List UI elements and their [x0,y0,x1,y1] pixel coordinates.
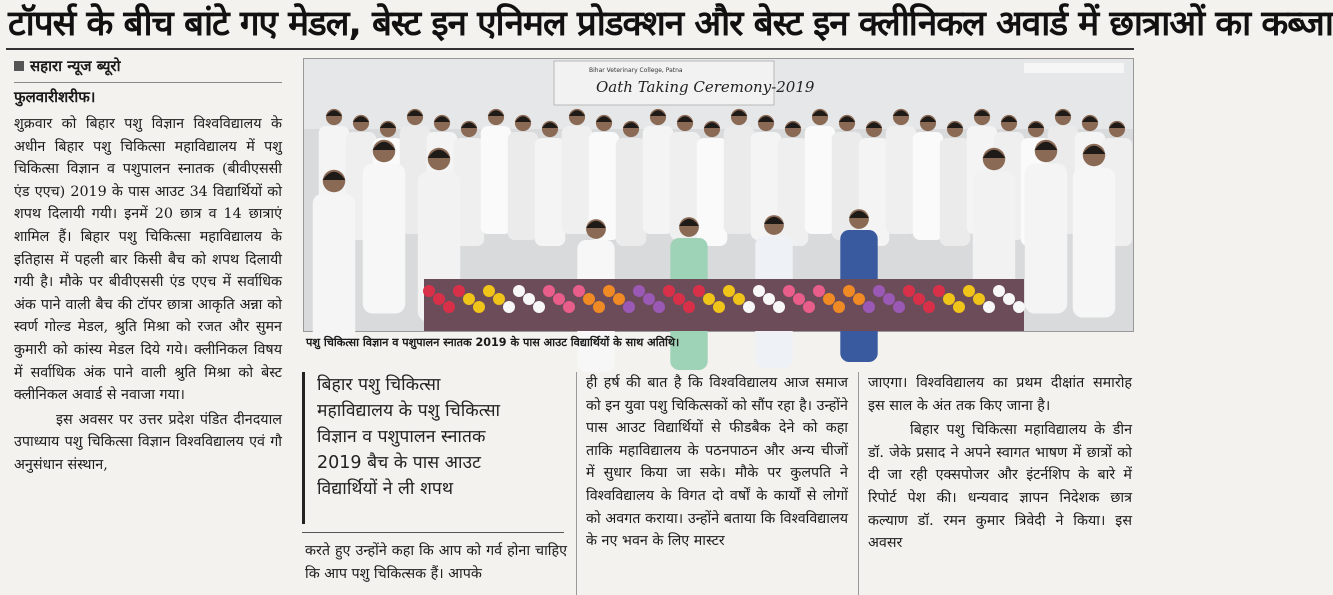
article-column-3 [586,372,848,553]
photo-flower [793,293,805,305]
photo-person-body [886,126,917,234]
photo-flower [623,301,635,313]
group-photo-illustration [304,59,1133,331]
photo-flower [633,285,645,297]
pull-quote-line: 2019 बैच के पास आउट [317,453,481,473]
paragraph: इस अवसर पर उत्तर प्रदेश पंडित दीनदयाल उपाध्याय पशु चिकित्सा विज्ञान विश्वविद्यालय एवं गौ अनुसंधान संस्थान, [14,411,282,473]
photo-flower [433,293,445,305]
byline-square-icon [14,61,24,71]
photo-person-body [940,138,971,246]
photo-flower [883,293,895,305]
article-column-4 [868,372,1132,555]
paragraph: जाएगा। विश्वविद्यालय का प्रथम दीक्षांत समारोह इस साल के अंत तक किए जाना है। [868,375,1132,414]
photo-person-body [363,164,406,314]
photo-person-body [1073,168,1116,318]
photo-flower [473,301,485,313]
photo-flower [523,293,535,305]
byline-text: सहारा न्यूज ब्यूरो [30,57,121,75]
photo-flower [743,301,755,313]
photo-person-body [313,194,356,344]
photo-person-body [616,138,647,246]
photo-flower [553,293,565,305]
photo-flower [763,293,775,305]
photo-flower [813,285,825,297]
photo-flower [983,301,995,313]
photo-flower [973,293,985,305]
photo-flower [733,293,745,305]
photo-flower [663,285,675,297]
photo-flower [903,285,915,297]
photo-person-body [1025,164,1068,314]
photo-flower [703,293,715,305]
photo-flower [803,301,815,313]
photo-flower [963,285,975,297]
photo-flower [643,293,655,305]
byline [14,56,282,76]
photo-flower [503,301,515,313]
photo-caption: पशु चिकित्सा विज्ञान व पशुपालन स्नातक 2019 के पास आउट विद्यार्थियों के साथ अतिथि। [306,336,680,349]
photo-person-body [535,138,566,246]
photo-person-body [913,132,944,240]
photo-flower [823,293,835,305]
photo-flower [463,293,475,305]
pull-quote-line: विज्ञान व पशुपालन स्नातक [317,427,486,447]
pull-quote-line: विद्यार्थियों ने ली शपथ [317,479,454,499]
photo-flower [493,293,505,305]
photo-flower [1013,301,1025,313]
dateline: फुलवारीशरीफ। [14,88,96,106]
photo-person-body [508,132,539,240]
photo-flower [573,285,585,297]
paragraph: ही हर्ष की बात है कि विश्वविद्यालय आज समाज को इन युवा पशु चिकित्सकों को सौंप रहा है। उन्होंने पास आउट विद्यार्थियों से फीडबैक देने को कहा ताकि महाविद्यालय के पठनपाठन और अन्य चीजों में सुधार किया जा सके। मौके पर कुलपति ने विश्वविद्यालय के विगत दो वर्षों के कार्यों से लोगों को अवगत कराया। उन्होंने बताया कि विश्वविद्यालय के नए भवन के लिए मास्टर [586,375,848,550]
photo-flower [713,301,725,313]
photo-person-body [481,126,512,234]
photo-flower [443,301,455,313]
photo-flower [1003,293,1015,305]
article-column-1 [14,56,282,477]
photo-flower [853,293,865,305]
photo-flower [783,285,795,297]
headline-rule [6,48,1134,50]
photo-person-body [859,138,890,246]
photo-flower [873,285,885,297]
pull-quote [302,372,564,524]
photo-flower [563,301,575,313]
photo-person-body [805,126,836,234]
news-photo [303,58,1134,332]
photo-flower [913,293,925,305]
photo-flower [943,293,955,305]
photo-flower [843,285,855,297]
photo-flower [533,301,545,313]
paragraph: करते हुए उन्होंने कहा कि आप को गर्व होना चाहिए कि आप पशु चिकित्सक हैं। आपके [305,543,567,582]
column-divider [576,372,577,595]
photo-flower [863,301,875,313]
photo-flower [483,285,495,297]
photo-flower [423,285,435,297]
pull-quote-rule [302,532,564,533]
photo-banner-title: Oath Taking Ceremony-2019 [596,78,815,96]
paragraph: शुक्रवार को बिहार पशु विज्ञान विश्वविद्यालय के अधीन बिहार पशु चिकित्सा महाविद्यालय में पशु चिकित्सा विज्ञान व पशुपालन स्नातक (बीवीएससी एंड एएच) 2019 के पास आउट 34 विद्यार्थियों को शपथ दिलायी गयी। इनमें 20 छात्र व 14 छात्राएं शामिल हैं। बिहार पशु चिकित्सा महाविद्यालय के इतिहास में पहली बार किसी बैच को शपथ दिलायी गयी है। मौके पर बीवीएससी एंड एएच में सर्वाधिक अंक पाने वाली बैच की टॉपर छात्रा आकृति अन्ना को स्वर्ण गोल्ड मेडल, श्रुति मिश्रा को रजत और सुमन कुमारी को कांस्य मेडल दिये गये। क्लीनिकल विषय में सर्वाधिक अंक पाने वाली श्रुति मिश्रा को बेस्ट क्लीनिकल अवार्ड से नवाजा गया। [14,116,282,404]
photo-flower [513,285,525,297]
photo-flower [613,293,625,305]
photo-person-body [562,126,593,234]
photo-flower [603,285,615,297]
photo-flower [653,301,665,313]
paragraph: बिहार पशु चिकित्सा महाविद्यालय के डीन डॉ. जेके प्रसाद ने अपने स्वागत भाषण में छात्रों को दी जा रही एक्सपोजर और इंटर्नशिप के बारे में रिपोर्ट पेश की। धन्यवाद ज्ञापन निदेशक छात्र कल्याण डॉ. रमन कुमार त्रिवेदी ने किया। इस अवसर [868,422,1132,552]
photo-flower [993,285,1005,297]
photo-flower [543,285,555,297]
pull-quote-line: बिहार पशु चिकित्सा [317,375,441,395]
photo-flower [583,293,595,305]
photo-flower [723,285,735,297]
photo-banner-subtitle: Bihar Veterinary College, Patna [589,67,683,74]
column-divider [858,372,859,595]
photo-person-body [643,126,674,234]
photo-flower [673,293,685,305]
photo-flower [453,285,465,297]
byline-rule [14,82,282,83]
photo-flower [593,301,605,313]
article-column-2 [305,540,567,585]
headline: टॉपर्स के बीच बांटे गए मेडल, बेस्ट इन एनिमल प्रोडक्शन और बेस्ट इन क्लीनिकल अवार्ड में छात्राओं का कब्जा [8,4,1333,44]
photo-flower [893,301,905,313]
photo-person-body [724,126,755,234]
photo-flower [773,301,785,313]
pull-quote-line: महाविद्यालय के पशु चिकित्सा [317,401,501,421]
photo-flower [753,285,765,297]
photo-flower [953,301,965,313]
photo-flower [683,301,695,313]
photo-flower [693,285,705,297]
photo-flower [933,285,945,297]
photo-flower [833,301,845,313]
photo-person-body [697,138,728,246]
photo-flower [923,301,935,313]
